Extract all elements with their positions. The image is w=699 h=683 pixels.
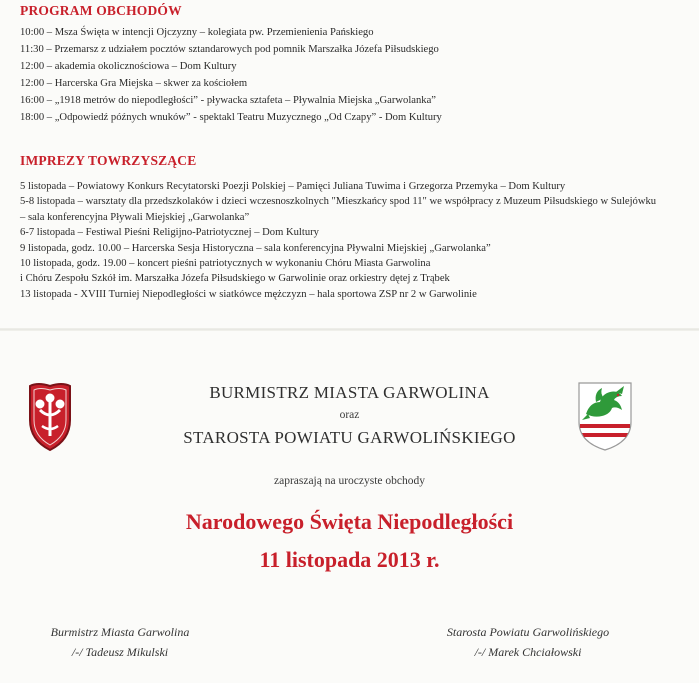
signature-left-role: Burmistrz Miasta Garwolina [50, 625, 190, 639]
authority-mayor: BURMISTRZ MIASTA GARWOLINA [209, 383, 490, 402]
program-list [20, 24, 442, 126]
event-date: 11 listopada 2013 r. [259, 547, 440, 572]
program-item: 11:30 – Przemarsz z udziałem pocztów sztandarowych pod pomnik Marszałka Józefa Piłsudskiego [20, 44, 439, 55]
side-events-list [20, 179, 656, 302]
signature-right [418, 622, 638, 662]
page-fold [0, 328, 699, 331]
program-heading: PROGRAM OBCHODÓW [20, 3, 182, 18]
program-item: 12:00 – Harcerska Gra Miejska – skwer za kościołem [20, 78, 248, 89]
signature-left [20, 622, 220, 662]
side-event-item: 13 listopada - XVIII Turniej Niepodległości w siatkówce mężczyzn – hala sportowa ZSP nr 2 w Garwolinie [20, 288, 477, 300]
side-event-item: 6-7 listopada – Festiwal Pieśni Religijno-Patriotycznej – Dom Kultury [20, 227, 319, 239]
signature-left-name: /-/ Tadeusz Mikulski [71, 645, 169, 659]
side-event-item: 10 listopada, godz. 19.00 – koncert pieśni patriotycznych w wykonaniu Chóru Miasta Garwolina [20, 258, 431, 270]
invite-line: zapraszają na uroczyste obchody [273, 475, 426, 487]
side-event-item: i Chóru Zespołu Szkół im. Marszałka Józefa Piłsudskiego w Garwolinie oraz orkiestry dętej z Trąbek [20, 273, 450, 285]
signature-right-role: Starosta Powiatu Garwolińskiego [446, 625, 610, 639]
side-event-item: – sala konferencyjna Pływali Miejskiej „Garwolanka” [20, 211, 250, 223]
authority-starost: STAROSTA POWIATU GARWOLIŃSKIEGO [183, 428, 516, 447]
side-event-item: 9 listopada, godz. 10.00 – Harcerska Sesja Historyczna – sala konferencyjna Pływalni Miejskiej „Garwolanka” [20, 242, 491, 254]
event-title: Narodowego Święta Niepodległości [185, 509, 514, 534]
side-events-heading: IMPREZY TOWRZYSZĄCE [20, 153, 197, 168]
signature-right-name: /-/ Marek Chciałowski [474, 645, 582, 659]
program-item: 16:00 – „1918 metrów do niepodległości” - pływacka sztafeta – Pływalnia Miejska „Garwolanka” [20, 95, 436, 106]
program-item: 12:00 – akademia okolicznościowa – Dom Kultury [20, 61, 237, 72]
program-item: 18:00 – „Odpowiedź późnych wnuków” - spektakl Teatru Muzycznego „Od Czapy” - Dom Kultury [20, 112, 442, 123]
program-item: 10:00 – Msza Święta w intencji Ojczyzny – kolegiata pw. Przemienienia Pańskiego [20, 27, 374, 38]
side-event-item: 5 listopada – Powiatowy Konkurs Recytatorski Poezji Polskiej – Pamięci Juliana Tuwima i Grzegorza Przemyka – Dom Kultury [20, 181, 566, 192]
side-event-item: 5-8 listopada – warsztaty dla przedszkolaków i dzieci wczesnoszkolnych "Mieszkańcy spod 11" we współpracy z Muzeum Piłsudskiego w Sulejówku [20, 196, 657, 208]
conjunction: oraz [339, 409, 360, 421]
